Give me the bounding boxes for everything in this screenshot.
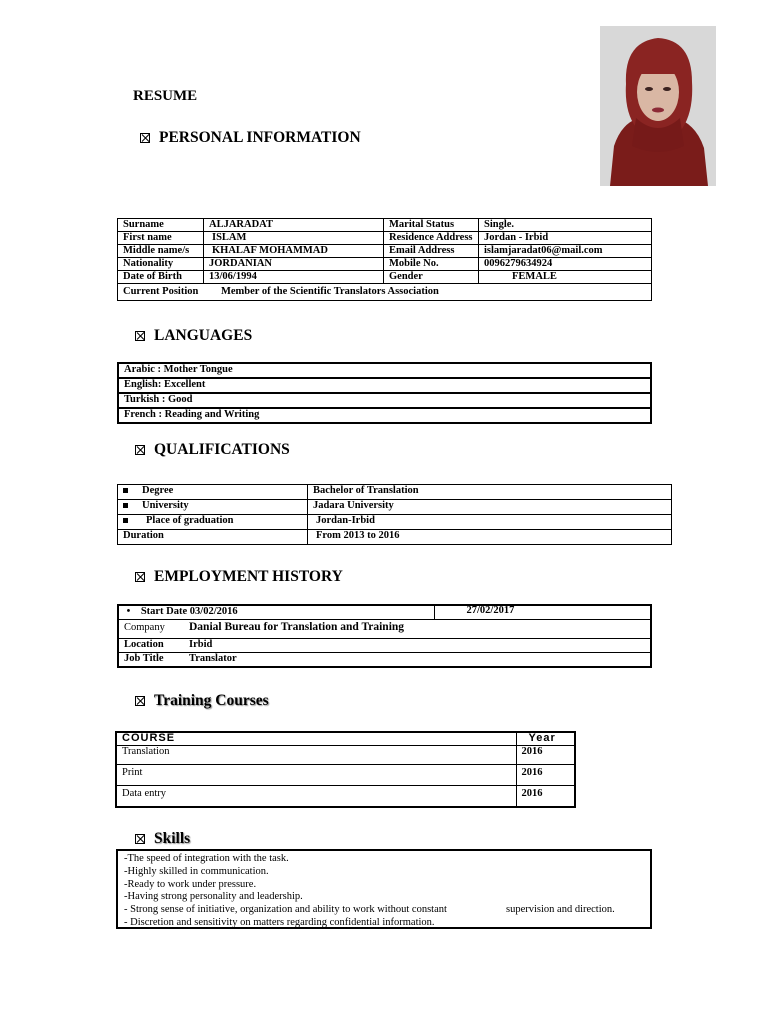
course-name: Translation: [116, 746, 516, 765]
table-row: [118, 378, 651, 393]
end-date: 27/02/2017: [434, 605, 651, 620]
location-label: Location: [118, 639, 184, 653]
marital-label: Marital Status: [384, 219, 479, 232]
position-label: Current Position: [123, 286, 199, 297]
degree-label: Degree: [142, 485, 174, 496]
table-row: [118, 500, 672, 515]
bullet-icon: [123, 503, 128, 508]
position-value: Member of the Scientific Translators Association: [220, 286, 439, 297]
section-languages-heading: LANGUAGES: [135, 327, 252, 345]
course-year: 2016: [516, 786, 575, 808]
university-value: Jadara University: [308, 500, 672, 515]
table-row: [116, 786, 575, 808]
section-skills-heading: Skills: [135, 830, 190, 848]
table-header-row: [116, 732, 575, 746]
table-row: [118, 653, 651, 668]
first-name-value: ISLAM: [204, 232, 384, 245]
languages-table: [117, 362, 652, 424]
gender-label: Gender: [384, 271, 479, 284]
duration-value: From 2013 to 2016: [308, 530, 672, 545]
nationality-value: JORDANIAN: [204, 258, 384, 271]
column-header-year: Year: [516, 732, 575, 746]
table-row: [118, 363, 651, 378]
checkbox-icon: [135, 445, 145, 455]
duration-label: Duration: [118, 530, 308, 545]
table-row: [118, 245, 652, 258]
table-row: [118, 284, 652, 301]
course-year: 2016: [516, 746, 575, 765]
skill-item: - Discretion and sensitivity on matters regarding confidential information.: [124, 916, 435, 928]
table-row: [116, 746, 575, 765]
checkbox-icon: [135, 696, 145, 706]
skill-item: -Ready to work under pressure.: [124, 878, 257, 890]
nationality-label: Nationality: [118, 258, 204, 271]
table-row: [118, 271, 652, 284]
table-row: [118, 515, 672, 530]
employment-table: [117, 604, 652, 668]
table-row: [118, 408, 651, 423]
degree-value: Bachelor of Translation: [308, 485, 672, 500]
gender-value: FEMALE: [479, 271, 652, 284]
profile-photo: [600, 26, 716, 186]
table-row: [118, 232, 652, 245]
location-value: Irbid: [184, 639, 651, 653]
personal-info-table: [117, 218, 652, 301]
section-employment-heading: EMPLOYMENT HISTORY: [135, 568, 343, 586]
checkbox-icon: [135, 572, 145, 582]
course-year: 2016: [516, 765, 575, 786]
skill-item-continuation: supervision and direction.: [506, 904, 615, 916]
surname-label: Surname: [118, 219, 204, 232]
email-label: Email Address: [384, 245, 479, 258]
table-row: [118, 639, 651, 653]
training-table: [115, 731, 576, 808]
skill-item: - Strong sense of initiative, organization and ability to work without constant: [124, 904, 447, 916]
table-row: [118, 393, 651, 408]
document-title: RESUME: [133, 88, 198, 104]
course-name: Print: [116, 765, 516, 786]
course-name: Data entry: [116, 786, 516, 808]
university-label: University: [142, 500, 189, 511]
table-row: • Start Date 03/02/2016 27/02/2017: [118, 605, 651, 620]
table-row: [118, 258, 652, 271]
marital-value: Single.: [479, 219, 652, 232]
language-item: Turkish : Good: [118, 393, 651, 408]
checkbox-icon: [135, 331, 145, 341]
skills-box: [116, 849, 652, 929]
skill-item: -Having strong personality and leadership.: [124, 891, 303, 903]
middle-name-value: KHALAF MOHAMMAD: [204, 245, 384, 258]
mobile-label: Mobile No.: [384, 258, 479, 271]
skill-item: -The speed of integration with the task.: [124, 853, 289, 864]
qualifications-table: [117, 484, 672, 545]
language-item: English: Excellent: [118, 378, 651, 393]
bullet-icon: [123, 488, 128, 493]
company-value: Danial Bureau for Translation and Training: [184, 620, 651, 639]
dob-value: 13/06/1994: [204, 271, 384, 284]
first-name-label: First name: [118, 232, 204, 245]
table-row: [116, 765, 575, 786]
place-value: Jordan-Irbid: [308, 515, 672, 530]
section-personal-heading: PERSONAL INFORMATION: [140, 129, 361, 147]
section-qualifications-heading: QUALIFICATIONS: [135, 441, 290, 459]
checkbox-icon: [135, 834, 145, 844]
dob-label: Date of Birth: [118, 271, 204, 284]
start-date: Start Date 03/02/2016: [140, 606, 238, 617]
skill-item: -Highly skilled in communication.: [124, 865, 269, 877]
table-row: [118, 620, 651, 639]
bullet-icon: [123, 518, 128, 523]
job-title-label: Job Title: [124, 653, 164, 664]
table-row: [118, 485, 672, 500]
table-row: [118, 530, 672, 545]
mobile-value: 0096279634924: [479, 258, 652, 271]
job-title-value: Translator: [189, 653, 237, 664]
residence-label: Residence Address: [384, 232, 479, 245]
section-training-heading: Training Courses: [135, 692, 269, 710]
column-header-course: COURSE: [116, 732, 516, 746]
table-row: [118, 219, 652, 232]
language-item: Arabic : Mother Tongue: [118, 363, 651, 378]
company-label: Company: [118, 620, 184, 639]
surname-value: ALJARADAT: [204, 219, 384, 232]
residence-value: Jordan - Irbid: [479, 232, 652, 245]
place-label: Place of graduation: [146, 515, 234, 526]
language-item: French : Reading and Writing: [118, 408, 651, 423]
email-value: islamjaradat06@mail.com: [479, 245, 652, 258]
checkbox-icon: [140, 133, 150, 143]
middle-name-label: Middle name/s: [118, 245, 204, 258]
